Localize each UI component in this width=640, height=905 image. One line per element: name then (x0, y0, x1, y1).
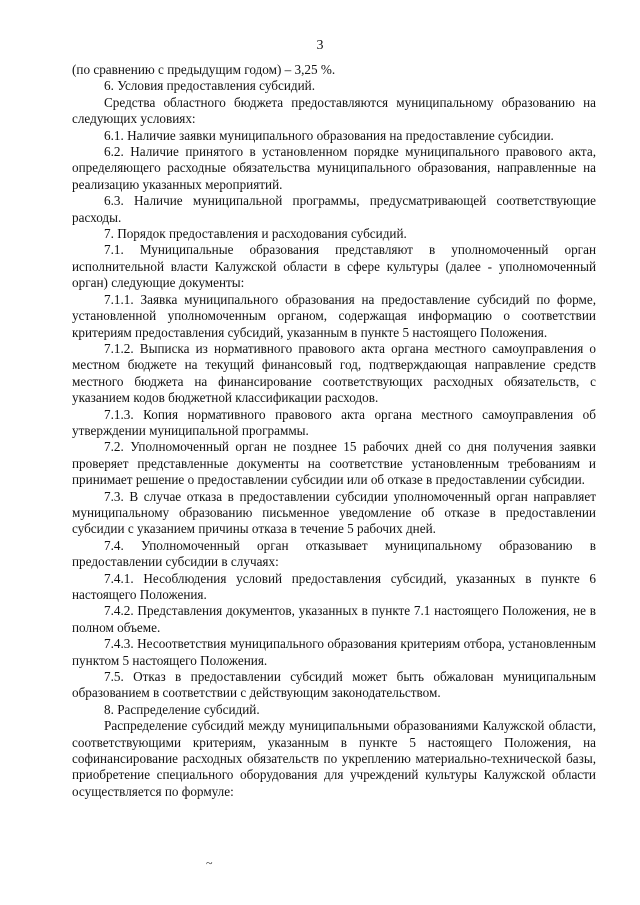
paragraph: 7.1. Муниципальные образования представляют в уполномоченный орган исполнительной власти Калужской области в сфере культуры (далее - уполномоченный орган) следующие документы: (72, 242, 596, 291)
paragraph: Средства областного бюджета предоставляются муниципальному образованию на следующих условиях: (72, 94, 596, 127)
paragraph: 7.4.2. Представления документов, указанных в пункте 7.1 настоящего Положения, не в полном объеме. (72, 603, 596, 635)
paragraph: 7. Порядок предоставления и расходования субсидий. (104, 226, 407, 242)
paragraph: 6.1. Наличие заявки муниципального образования на предоставление субсидии. (104, 127, 554, 143)
page-number: 3 (316, 38, 324, 53)
paragraph: 8. Распределение субсидий. (104, 701, 260, 717)
paragraph: 7.3. В случае отказа в предоставлении субсидии уполномоченный орган направляет муниципальному образованию письменное уведомление об отказе в предоставлении субсидии с указанием причины отказа в течение 5 рабочих дней. (72, 488, 596, 537)
paragraph: Распределение субсидий между муниципальными образованиями Калужской области, соответствующими критериям, указанным в пункте 5 настоящего Положения, на софинансирование расходных обязательств по укреплению материально-технической базы, приобретение специального оборудования для учреждений культуры Калужской области осуществляется по формуле: (72, 718, 596, 799)
paragraph: 7.1.2. Выписка из нормативного правового акта органа местного самоуправления о местном бюджете на текущий финансовый год, подтверждающая направление средств местного бюджета на финансирование соответствующих расходных обязательств, с указанием кодов бюджетной классификации расходов. (72, 340, 596, 406)
paragraph: (по сравнению с предыдущим годом) – 3,25 %. (72, 62, 336, 77)
paragraph: 7.4.1. Несоблюдения условий предоставления субсидий, указанных в пункте 6 настоящего Положения. (72, 570, 596, 602)
paragraph: 7.5. Отказ в предоставлении субсидий может быть обжалован муниципальным образованием в соответствии с действующим законодательством. (72, 669, 596, 701)
paragraph: 7.1.3. Копия нормативного правового акта органа местного самоуправления об утверждении муниципальной программы. (72, 406, 596, 438)
paragraph: 7.4.3. Несоответствия муниципального образования критериям отбора, установленным пунктом 5 настоящего Положения. (72, 636, 596, 668)
paragraph: 6. Условия предоставления субсидий. (104, 78, 316, 94)
paragraph: 7.1.1. Заявка муниципального образования на предоставление субсидий по форме, установленной уполномоченным органом, содержащая информацию о соответствии критериям предоставления субсидий, указанным в пункте 5 настоящего Положения. (72, 291, 596, 340)
paragraph: 6.2. Наличие принятого в установленном порядке муниципального правового акта, определяющего расходные обязательства муниципального образования, направленные на реализацию указанных мероприятий. (72, 144, 596, 192)
scan-mark: ~ (206, 856, 213, 870)
paragraph: 7.4. Уполномоченный орган отказывает муниципальному образованию в предоставлении субсидии в случаях: (72, 537, 596, 570)
paragraph: 6.3. Наличие муниципальной программы, предусматривающей соответствующие расходы. (72, 193, 596, 225)
paragraph: 7.2. Уполномоченный орган не позднее 15 рабочих дней со дня получения заявки проверяет представленные документы на соответствие установленным требованиям и принимает решение о предоставлении субсидии или об отказе в предоставлении субсидии. (72, 439, 596, 488)
document-body (72, 62, 596, 800)
